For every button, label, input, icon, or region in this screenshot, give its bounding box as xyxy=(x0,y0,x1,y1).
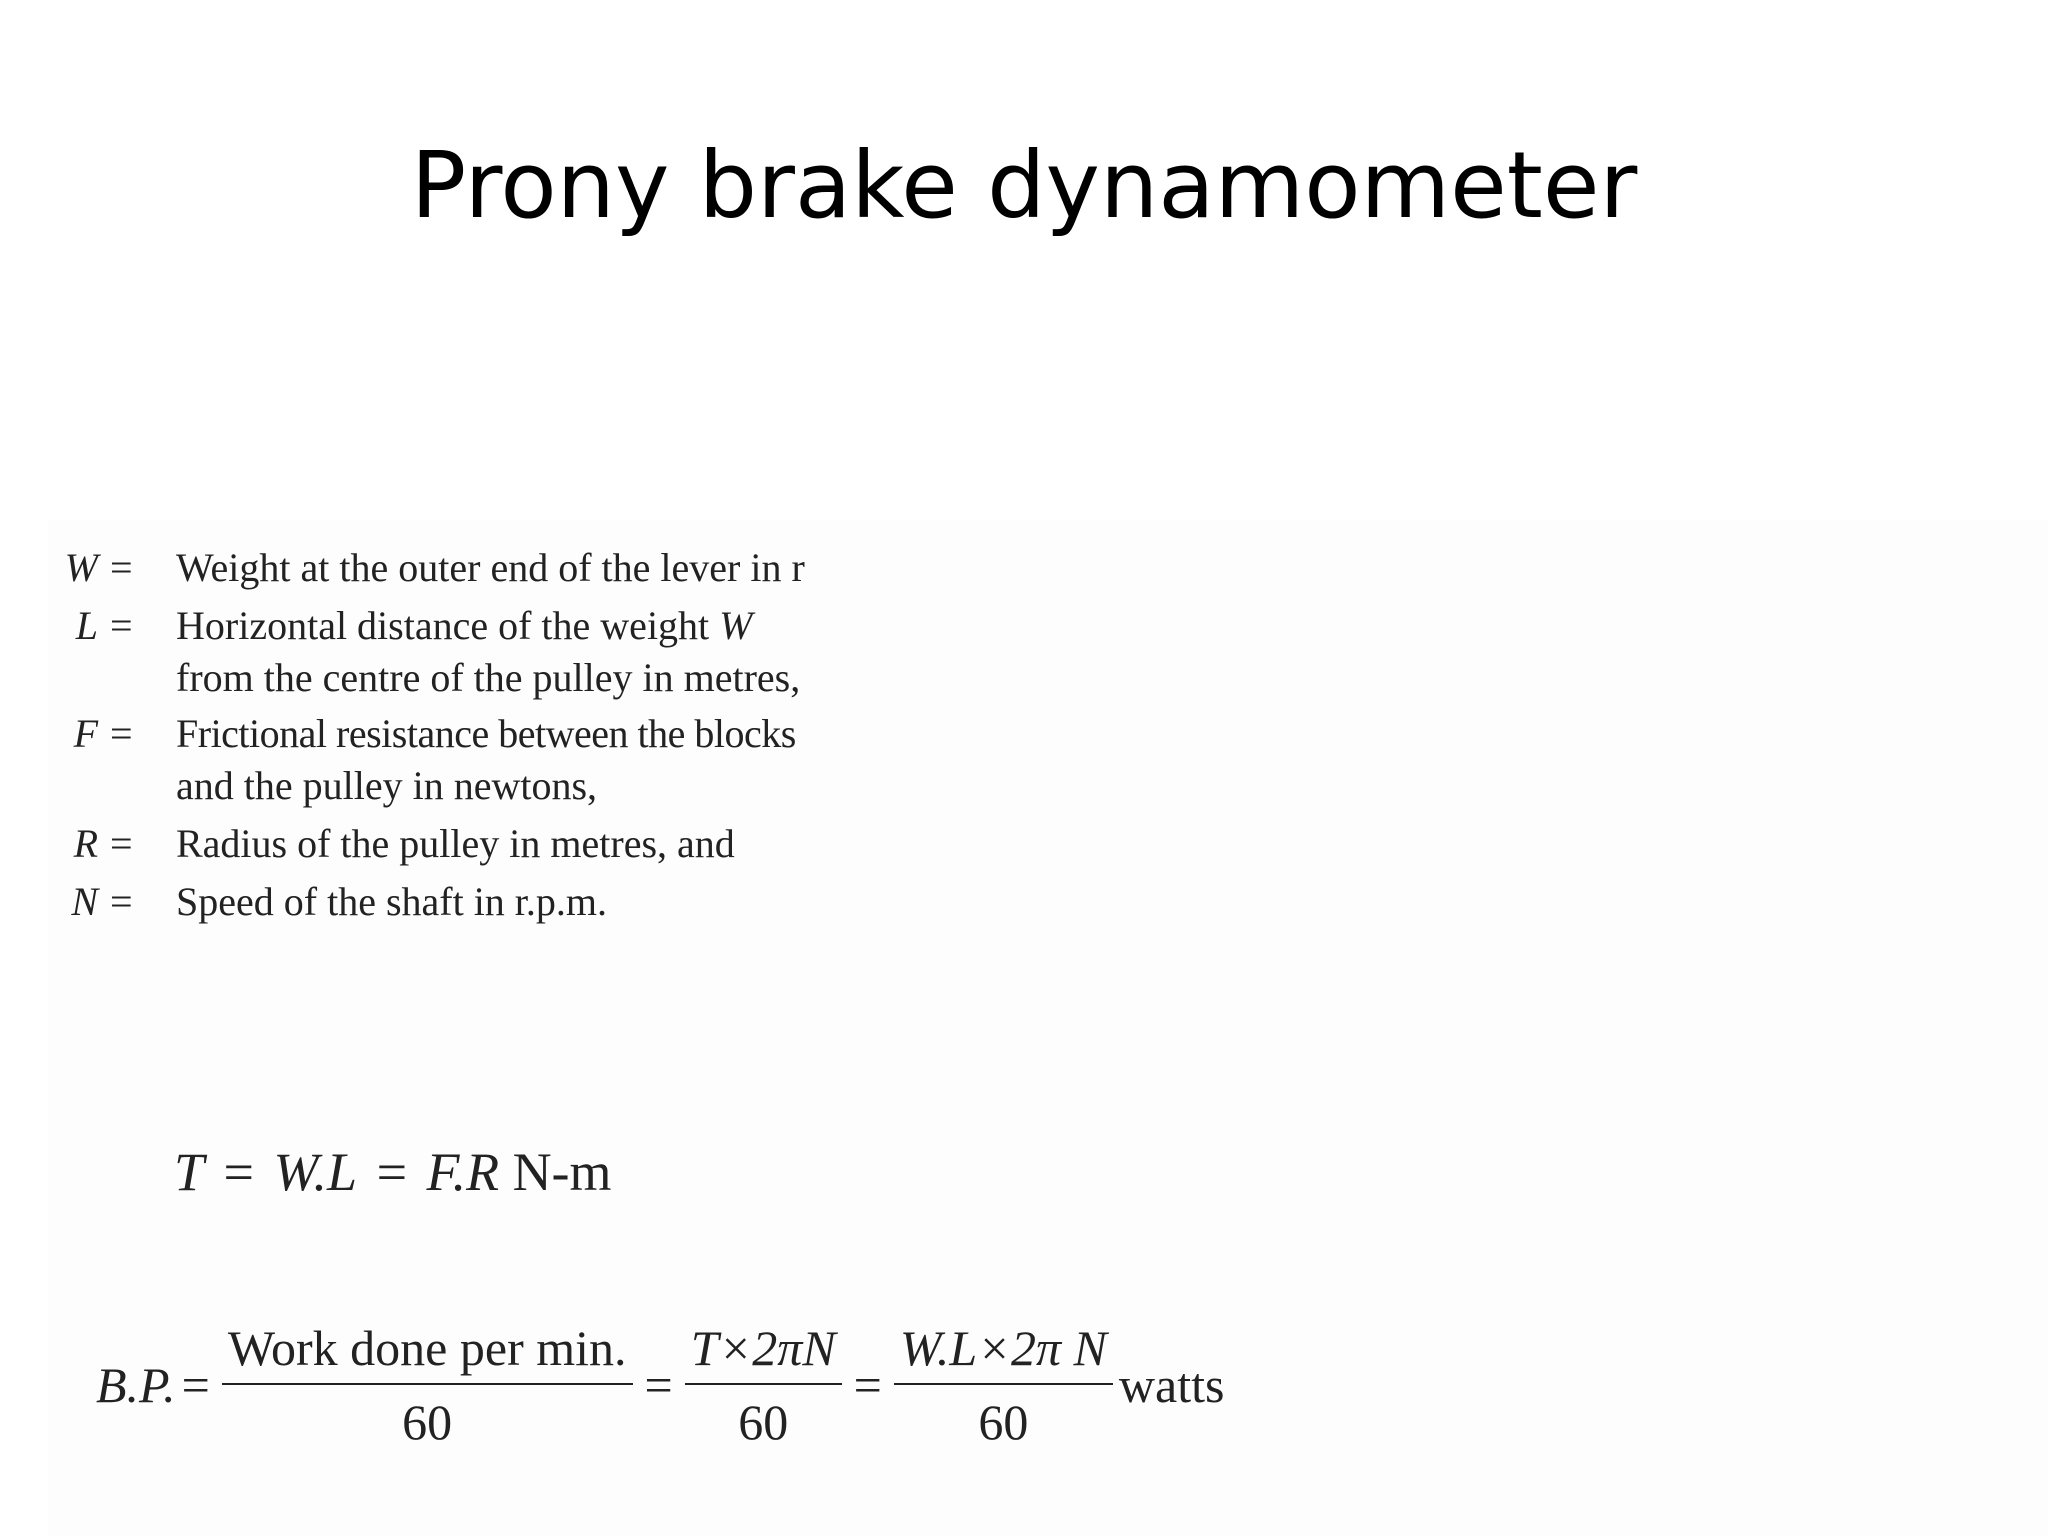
definition-equals: = xyxy=(110,879,133,924)
torque-equals-1: = xyxy=(223,1142,255,1202)
torque-rhs: F.R xyxy=(426,1142,500,1202)
definition-text: Radius of the pulley in metres, and xyxy=(176,821,735,866)
definition-text: Weight at the outer end of the lever in r xyxy=(176,545,805,590)
definition-text: and the pulley in newtons, xyxy=(176,763,598,808)
definition-equals: = xyxy=(110,711,133,756)
bp-equals-2: = xyxy=(644,1357,673,1413)
fraction-numerator: Work done per min. xyxy=(222,1317,633,1385)
definition-symbol: W xyxy=(64,545,98,590)
torque-lhs: T xyxy=(174,1142,205,1202)
definition-text: Frictional resistance between the blocks xyxy=(176,711,796,756)
equation-image xyxy=(48,520,2048,1536)
fraction-denominator: 60 xyxy=(978,1394,1029,1450)
torque-equals-2: = xyxy=(376,1142,408,1202)
definition-symbol: F xyxy=(73,711,98,756)
definition-inline-symbol: W xyxy=(719,603,753,648)
bp-unit: watts xyxy=(1118,1357,1225,1413)
bp-fraction-1 xyxy=(222,1317,633,1453)
definition-equals: = xyxy=(110,603,133,648)
torque-mid: W.L xyxy=(273,1142,358,1202)
torque-unit: N-m xyxy=(512,1142,612,1202)
bp-equals-1: = xyxy=(181,1357,210,1413)
definition-text: Speed of the shaft in r.p.m. xyxy=(176,879,608,924)
definition-symbol: N xyxy=(71,879,98,924)
bp-lhs: B.P. xyxy=(96,1357,176,1413)
brake-power-equation xyxy=(96,1310,1224,1460)
definition-symbol: L xyxy=(75,603,98,648)
fraction-denominator: 60 xyxy=(402,1394,453,1450)
fraction-numerator: W.L×2π N xyxy=(894,1317,1113,1385)
definition-text: from the centre of the pulley in metres, xyxy=(176,655,801,700)
definition-equals: = xyxy=(110,821,133,866)
definition-symbol: R xyxy=(73,821,98,866)
slide-title: Prony brake dynamometer xyxy=(410,132,1638,239)
definition-text-line: Horizontal distance of the weight xyxy=(176,603,710,648)
bp-equals-3: = xyxy=(853,1357,882,1413)
torque-equation xyxy=(174,1140,612,1204)
definition-text xyxy=(176,600,753,652)
definition-equals: = xyxy=(110,545,133,590)
bp-fraction-3 xyxy=(894,1317,1113,1453)
fraction-denominator: 60 xyxy=(738,1394,789,1450)
bp-fraction-2 xyxy=(685,1317,842,1453)
definitions-list xyxy=(48,520,844,940)
fraction-numerator: T×2πN xyxy=(685,1317,842,1385)
